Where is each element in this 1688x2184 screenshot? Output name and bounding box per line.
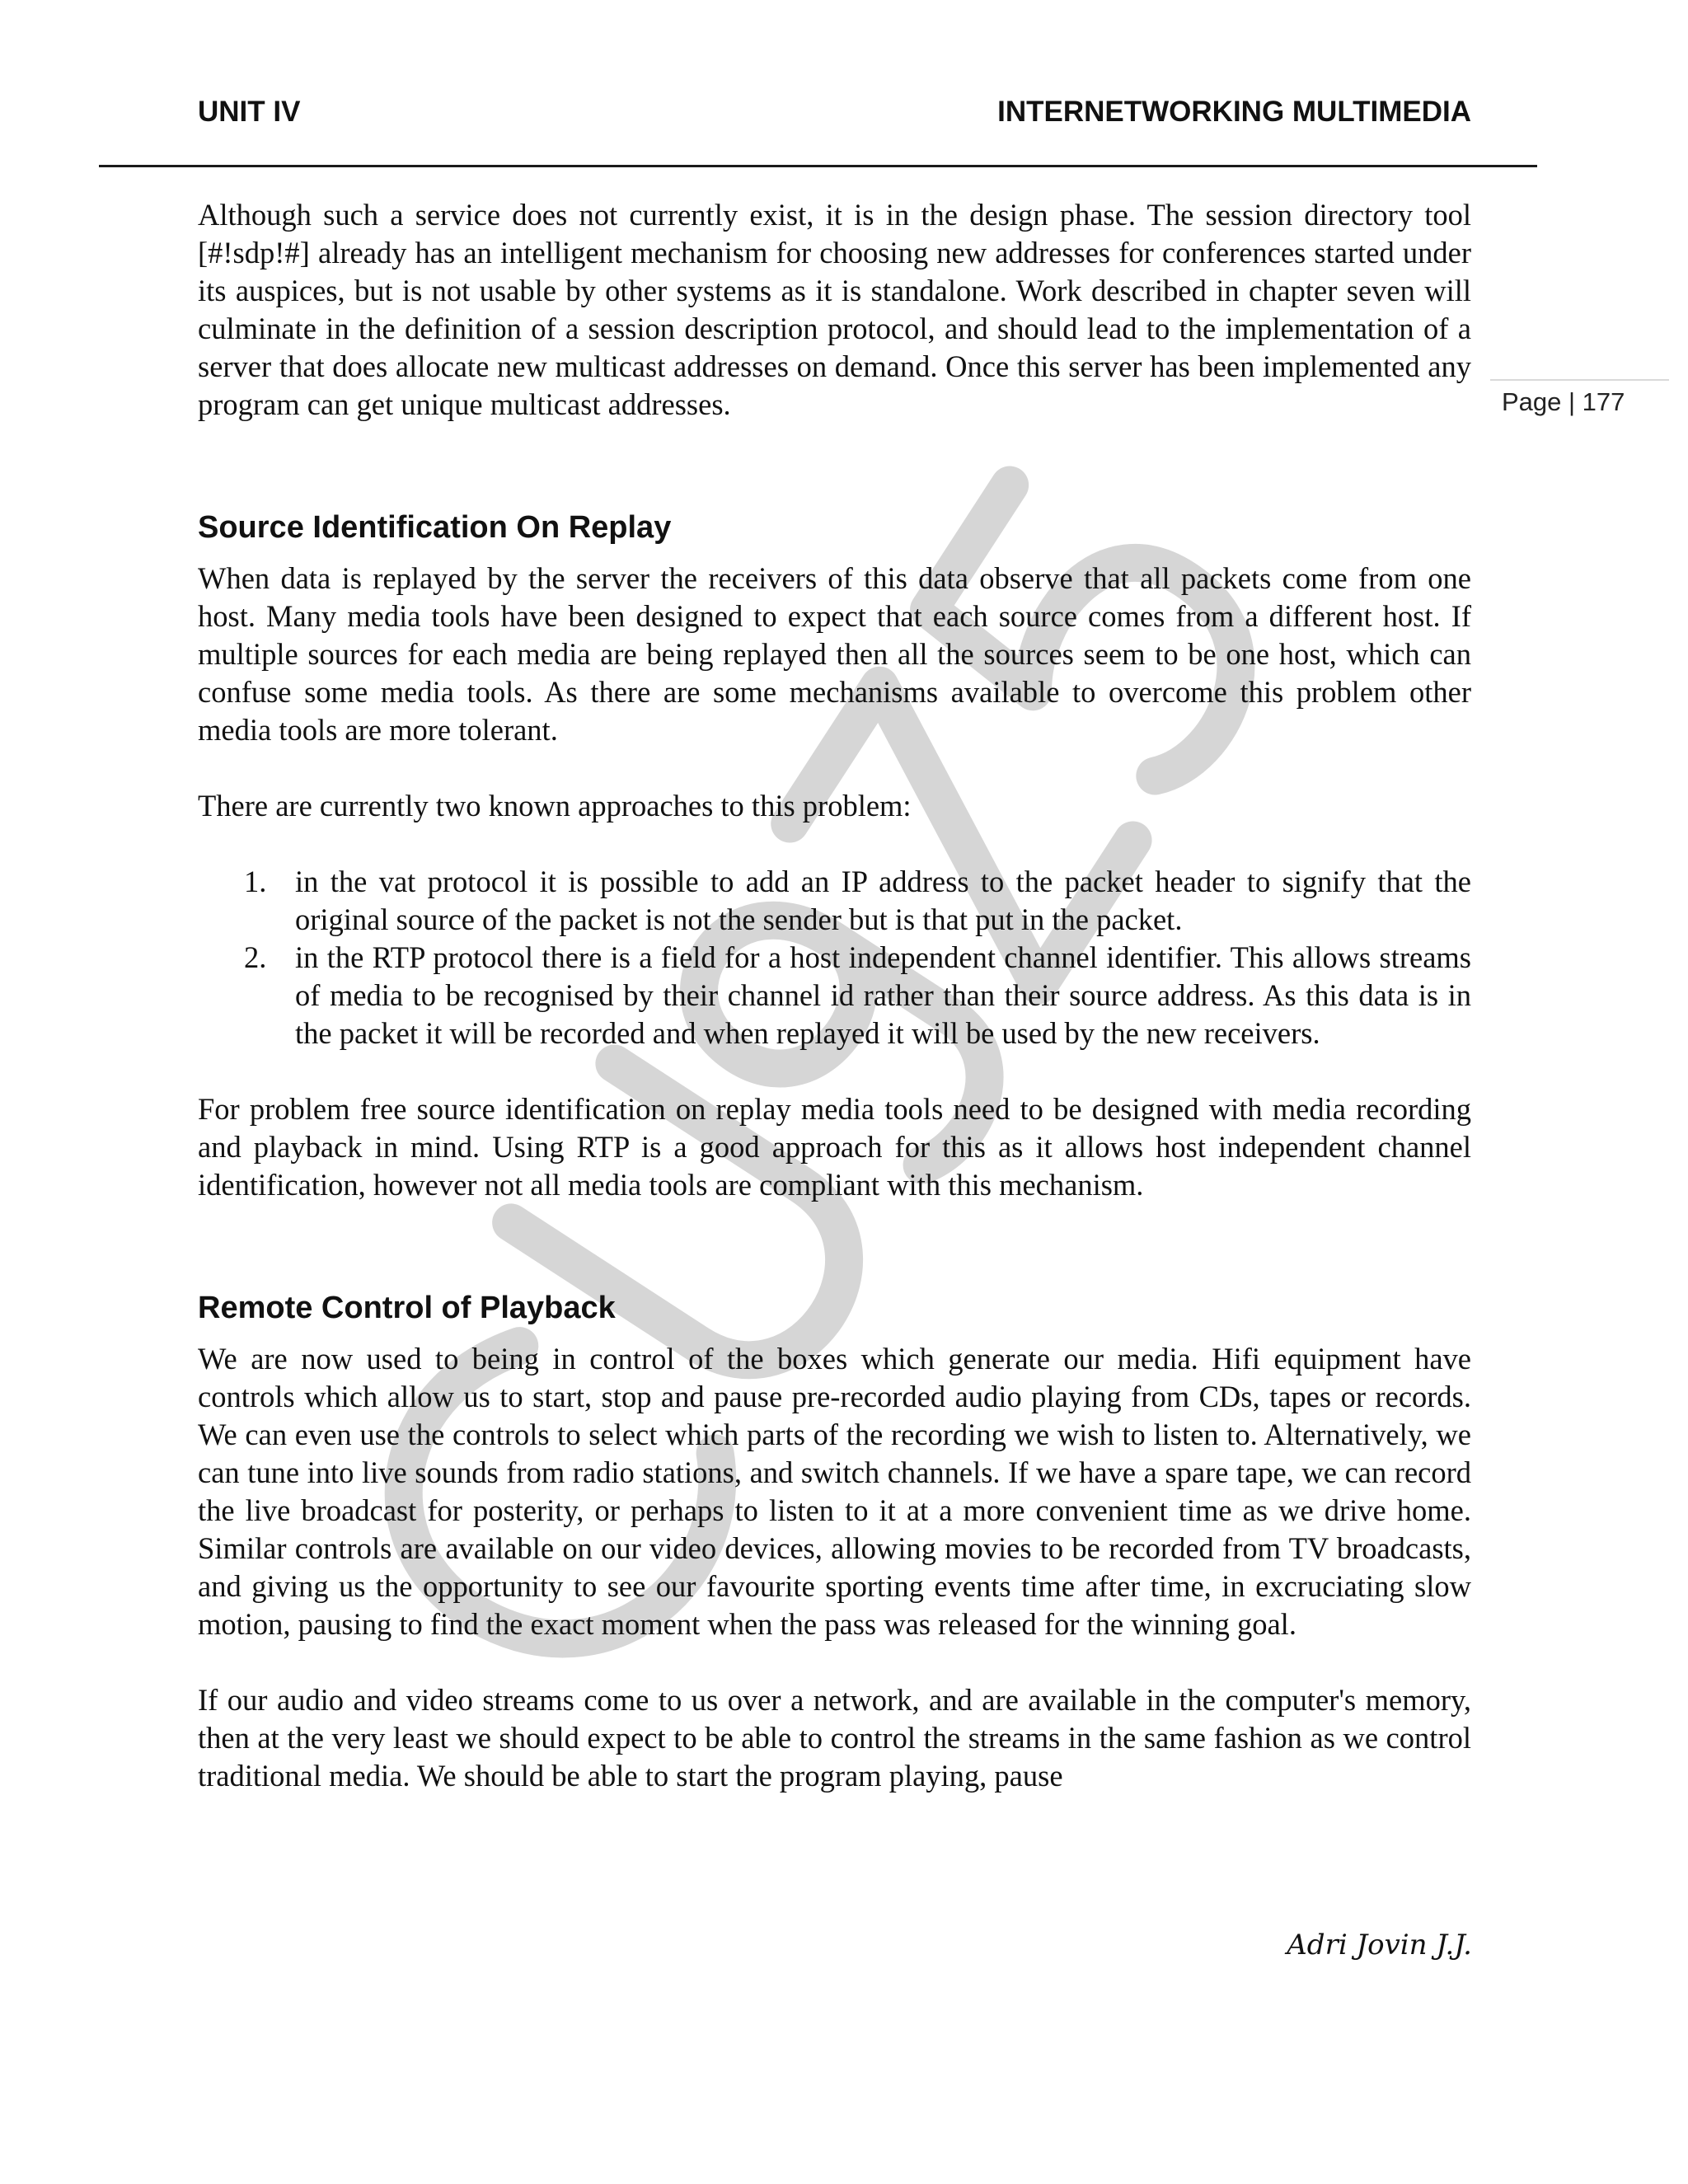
replay-paragraph-3: For problem free source identification on replay media tools need to be designed with media recording and playback in mind. Using RTP is a good approach for this as it allows host independent channel identification, however not all media tools are compliant with this mechanism. <box>198 1092 1471 1202</box>
page-body <box>198 196 1471 1795</box>
list-item-text: in the vat protocol it is possible to add an IP address to the packet header to signify that the original source of the packet is not the sender but is that put in the packet. <box>295 865 1471 936</box>
remote-paragraph-2: If our audio and video streams come to us over a network, and are available in the computer's memory, then at the very least we should expect to be able to control the streams in the same fashion as we control traditional media. We should be able to start the program playing, pause <box>198 1683 1471 1793</box>
list-item <box>198 939 1471 1052</box>
list-item-number: 1. <box>244 865 267 898</box>
header-title: INTERNETWORKING MULTIMEDIA <box>997 96 1471 128</box>
list-item-text: in the RTP protocol there is a field for a host independent channel identifier. This allows streams of media to be recognised by their channel id rather than their source address. As this data is in the packet it will be recorded and when replayed it will be used by the new receivers. <box>295 940 1471 1050</box>
list-item-number: 2. <box>244 940 267 974</box>
intro-paragraph: Although such a service does not currently exist, it is in the design phase. The session directory tool [#!sdp!#] already has an intelligent mechanism for choosing new addresses for conferences started under its auspices, but is not usable by other systems as it is standalone. Work described in chapter seven will culminate in the definition of a session description protocol, and should lead to the implementation of a server that does allocate new multicast addresses on demand. Once this server has been implemented any program can get unique multicast addresses. <box>198 198 1471 421</box>
running-header <box>198 96 1471 137</box>
list-item <box>198 863 1471 939</box>
replay-paragraph-2: There are currently two known approaches to this problem: <box>198 789 912 823</box>
author-signature: Adri Jovin J.J. <box>1287 1929 1472 1961</box>
header-unit: UNIT IV <box>198 96 301 128</box>
heading-remote-control: Remote Control of Playback <box>198 1291 616 1325</box>
approaches-list <box>198 863 1471 1052</box>
remote-paragraph-1: We are now used to being in control of the boxes which generate our media. Hifi equipment have controls which allow us to start, stop and pause pre-recorded audio playing from CDs, tapes or records. We can even use the controls to select which parts of the recording we wish to listen to. Alternatively, we can tune into live sounds from radio stations, and switch channels. If we have a spare tape, we can record the live broadcast for posterity, or perhaps to listen to it at a more convenient time as we drive home. Similar controls are available on our video devices, allowing movies to be recorded from TV broadcasts, and giving us the opportunity to see our favourite sporting events time after time, in excruciating slow motion, pausing to find the exact moment when the pass was released for the winning goal. <box>198 1342 1471 1641</box>
header-divider <box>99 165 1537 167</box>
heading-source-identification: Source Identification On Replay <box>198 510 672 545</box>
replay-paragraph-1: When data is replayed by the server the receivers of this data observe that all packets come from one host. Many media tools have been designed to expect that each source comes from a different host. If multiple sources for each media are being replayed then all the sources seem to be one host, which can confuse some media tools. As there are some mechanisms available to overcome this problem other media tools are more tolerant. <box>198 561 1471 747</box>
page-number-rule <box>1490 379 1669 381</box>
page-number: Page | 177 <box>1502 387 1625 416</box>
